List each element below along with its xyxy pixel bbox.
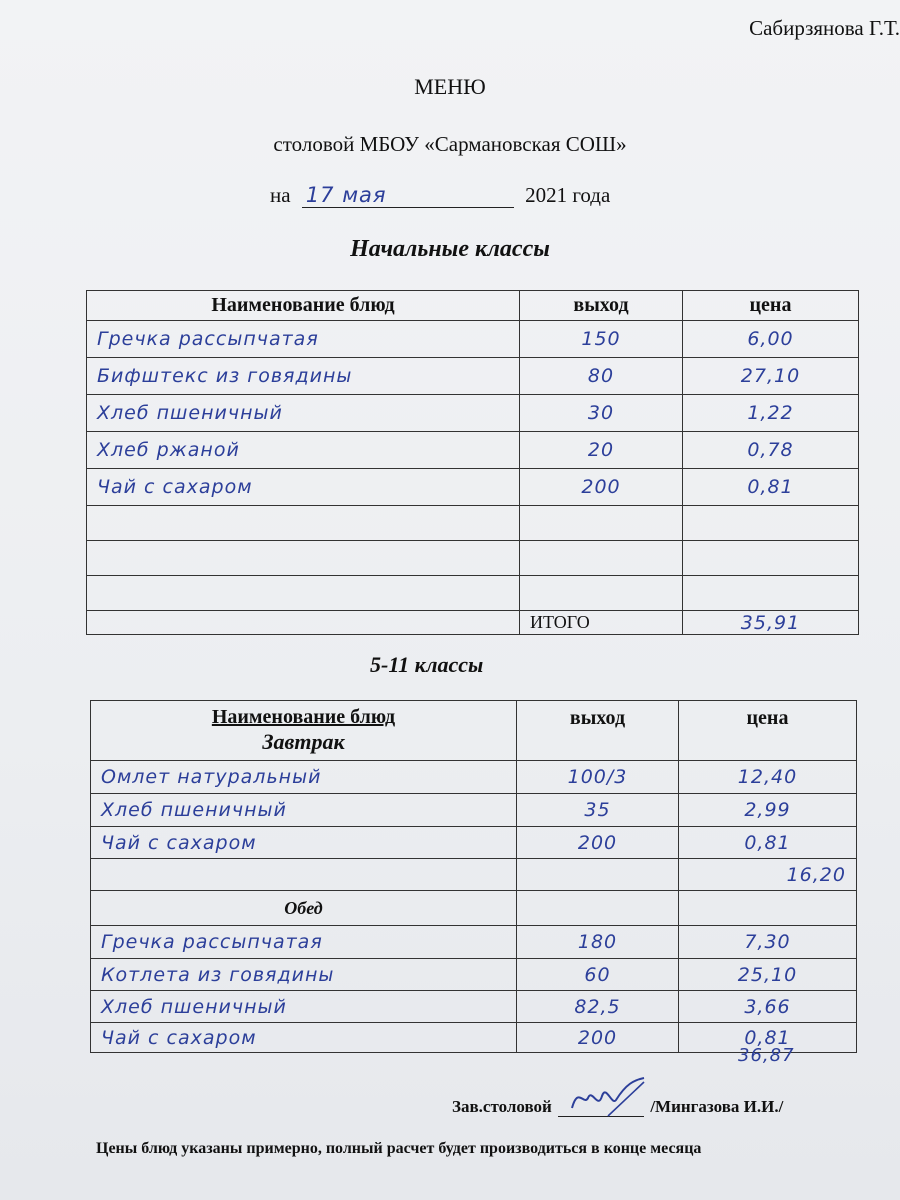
manager-name: /Мингазова И.И./ [650,1097,784,1116]
menu-table-senior [90,700,857,1053]
dish-qty: 80 [520,358,683,395]
empty-row [87,576,859,611]
dish-name: Гречка рассыпчатая [91,926,517,959]
dish-qty: 100/3 [517,761,679,794]
section-title-primary: Начальные классы [350,236,550,262]
table-row [87,432,859,469]
author-name: Сабирзянова Г.Т. [749,16,900,40]
date-handwritten: 17 мая [305,183,387,207]
dish-qty: 20 [520,432,683,469]
total-label: ИТОГО [520,611,683,635]
document-title: МЕНЮ [414,74,486,99]
col-header-price: цена [683,291,859,321]
lunch-header-row [91,891,857,926]
dish-qty: 200 [517,827,679,859]
table-row [87,395,859,432]
breakfast-label: Завтрак [262,729,345,754]
dish-qty: 35 [517,794,679,827]
dish-name: Чай с сахаром [91,827,517,859]
breakfast-total: 16,20 [679,859,857,891]
table-header-row [87,291,859,321]
lunch-total: 36,87 [738,1045,795,1066]
lunch-label: Обед [91,891,517,926]
total-row [87,611,859,635]
dish-price: 12,40 [679,761,857,794]
table-row [91,827,857,859]
dish-name: Бифштекс из говядины [87,358,520,395]
document-subtitle: столовой МБОУ «Сармановская СОШ» [273,132,627,156]
dish-name: Хлеб пшеничный [91,991,517,1023]
date-blank [302,185,514,208]
empty-row [87,506,859,541]
dish-qty: 30 [520,395,683,432]
col-header-price: цена [679,701,857,761]
signature-line [452,1097,783,1117]
dish-qty: 200 [520,469,683,506]
manager-label: Зав.столовой [452,1097,552,1116]
subtotal-row [91,859,857,891]
table-row [91,761,857,794]
dish-price: 6,00 [683,321,859,358]
total-value: 35,91 [683,611,859,635]
dish-name: Чай с сахаром [91,1023,517,1053]
section-title-senior: 5-11 классы [370,652,484,677]
dish-name: Хлеб пшеничный [87,395,520,432]
dish-price: 0,81 [679,1023,857,1053]
price-note: Цены блюд указаны примерно, полный расчет будет производиться в конце месяца [96,1140,702,1157]
dish-price: 27,10 [683,358,859,395]
table-row [91,926,857,959]
dish-price: 7,30 [679,926,857,959]
table-row [91,794,857,827]
menu-table-primary [86,290,859,635]
col-header-name [91,701,517,761]
table-header-row [91,701,857,761]
dish-qty: 180 [517,926,679,959]
col-header-qty: выход [520,291,683,321]
table-row [87,469,859,506]
dish-name: Гречка рассыпчатая [87,321,520,358]
col-header-qty: выход [517,701,679,761]
dish-name: Котлета из говядины [91,959,517,991]
col-header-name-label: Наименование блюд [211,706,396,728]
dish-qty: 200 [517,1023,679,1053]
dish-price: 1,22 [683,395,859,432]
date-prefix: на [270,183,291,207]
dish-price: 0,81 [683,469,859,506]
date-line [270,183,610,208]
dish-qty: 82,5 [517,991,679,1023]
dish-qty: 150 [520,321,683,358]
dish-name: Хлеб пшеничный [91,794,517,827]
dish-price: 3,66 [679,991,857,1023]
empty-row [87,541,859,576]
signature-scribble [568,1076,648,1120]
dish-price: 2,99 [679,794,857,827]
dish-name: Хлеб ржаной [87,432,520,469]
table-row [87,321,859,358]
dish-name: Омлет натуральный [91,761,517,794]
dish-name: Чай с сахаром [87,469,520,506]
dish-price: 0,78 [683,432,859,469]
table-row [87,358,859,395]
signature [558,1098,644,1117]
date-suffix: 2021 года [525,183,611,207]
dish-price: 0,81 [679,827,857,859]
table-row [91,959,857,991]
col-header-name: Наименование блюд [87,291,520,321]
dish-qty: 60 [517,959,679,991]
dish-price: 25,10 [679,959,857,991]
table-row [91,991,857,1023]
